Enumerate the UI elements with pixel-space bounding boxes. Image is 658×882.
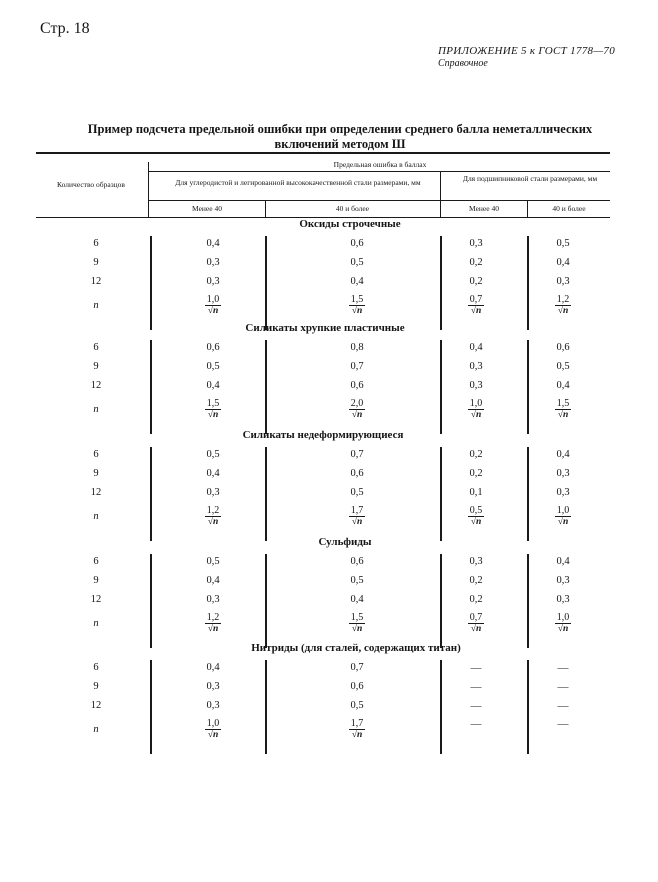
- col-sample-count-header: Количество образцов: [57, 180, 125, 189]
- row-label: 12: [90, 594, 102, 605]
- formula-numerator: 1,5: [350, 294, 364, 305]
- formula-denominator: √n: [351, 306, 363, 316]
- formula-numerator: 1,0: [469, 398, 483, 409]
- table-cell: 0,3: [469, 238, 483, 249]
- formula-cell: —: [470, 718, 482, 730]
- table-cell: —: [557, 681, 569, 693]
- table-cell: 0,7: [350, 361, 364, 372]
- col-error-header: Предельная ошибка в баллах: [333, 160, 427, 169]
- row-label: 9: [93, 361, 99, 372]
- table-cell: 0,5: [206, 361, 220, 372]
- formula-cell: [523, 294, 603, 317]
- table-cell: 0,3: [556, 575, 570, 586]
- table-cell: 0,5: [350, 575, 364, 586]
- row-label: 12: [90, 276, 102, 287]
- table-cell: 0,5: [350, 487, 364, 498]
- formula-row-label: n: [93, 511, 99, 522]
- formula-row-label: n: [93, 724, 99, 735]
- formula-row-label: n: [93, 404, 99, 415]
- column-divider: [265, 660, 267, 754]
- table-title: [60, 122, 620, 152]
- formula-denominator: √n: [470, 410, 482, 420]
- table-cell: 0,4: [469, 342, 483, 353]
- table-cell: 0,3: [556, 276, 570, 287]
- table-cell: —: [470, 681, 482, 693]
- table-cell: 0,3: [206, 487, 220, 498]
- table-cell: 0,3: [469, 380, 483, 391]
- page-number: Стр. 18: [40, 20, 90, 37]
- formula-cell: [173, 505, 253, 528]
- formula-numerator: 1,0: [556, 505, 570, 516]
- table-cell: 0,3: [556, 468, 570, 479]
- table-cell: 0,3: [556, 594, 570, 605]
- appendix-title: ПРИЛОЖЕНИЕ 5 к ГОСТ 1778—70: [438, 45, 616, 57]
- table-cell: —: [470, 662, 482, 674]
- section-title: Силикаты недеформирующиеся: [242, 429, 404, 441]
- formula-cell: [317, 294, 397, 317]
- table-cell: 0,5: [556, 361, 570, 372]
- formula-cell: [173, 398, 253, 421]
- column-divider: [265, 340, 267, 434]
- section-title: Оксиды строчечные: [299, 218, 401, 230]
- table-cell: 0,4: [206, 238, 220, 249]
- table-cell: 0,4: [206, 468, 220, 479]
- formula-cell: [173, 294, 253, 317]
- table-cell: 0,4: [556, 556, 570, 567]
- formula-cell: [436, 505, 516, 528]
- table-cell: 0,4: [206, 380, 220, 391]
- table-cell: 0,4: [206, 662, 220, 673]
- formula-numerator: 1,2: [206, 505, 220, 516]
- table-cell: 0,4: [556, 380, 570, 391]
- column-divider: [150, 340, 152, 434]
- table-cell: 0,4: [206, 575, 220, 586]
- subcol-header-3: Менее 40: [469, 204, 499, 213]
- table-title-line-2: включений методом Ш: [274, 137, 406, 151]
- formula-numerator: 0,7: [469, 294, 483, 305]
- formula-cell: [523, 612, 603, 635]
- formula-numerator: 1,0: [206, 718, 220, 729]
- subcol-header-4: 40 и более: [552, 204, 586, 213]
- formula-numerator: 0,7: [469, 612, 483, 623]
- subcol-header-1: Менее 40: [192, 204, 222, 213]
- column-divider: [150, 236, 152, 330]
- formula-denominator: √n: [207, 306, 219, 316]
- error-header-rule: [148, 171, 610, 172]
- table-cell: 0,5: [556, 238, 570, 249]
- formula-numerator: 1,2: [556, 294, 570, 305]
- formula-cell: [436, 294, 516, 317]
- table-cell: 0,6: [350, 681, 364, 692]
- section-title: Сульфиды: [318, 536, 372, 548]
- table-cell: 0,2: [469, 276, 483, 287]
- table-title-line-1: Пример подсчета предельной ошибки при определении среднего балла неметаллических: [87, 122, 593, 136]
- formula-denominator: √n: [470, 306, 482, 316]
- formula-cell: [436, 612, 516, 635]
- table-cell: 0,6: [350, 238, 364, 249]
- formula-denominator: √n: [557, 517, 569, 527]
- formula-cell: [173, 718, 253, 741]
- row-label: 9: [93, 681, 99, 692]
- row-label: 12: [90, 700, 102, 711]
- row-label: 6: [93, 342, 99, 353]
- table-cell: 0,3: [206, 257, 220, 268]
- table-cell: 0,3: [469, 361, 483, 372]
- table-cell: 0,2: [469, 468, 483, 479]
- table-cell: 0,3: [206, 700, 220, 711]
- formula-denominator: √n: [557, 410, 569, 420]
- row-label: 12: [90, 380, 102, 391]
- formula-numerator: 1,7: [350, 505, 364, 516]
- table-cell: 0,4: [556, 449, 570, 460]
- table-cell: 0,7: [350, 662, 364, 673]
- formula-numerator: 1,5: [206, 398, 220, 409]
- section-title: Нитриды (для сталей, содержащих титан): [251, 642, 461, 654]
- row-label: 9: [93, 257, 99, 268]
- formula-denominator: √n: [207, 730, 219, 740]
- formula-denominator: √n: [557, 624, 569, 634]
- column-divider: [150, 554, 152, 648]
- table-cell: 0,3: [469, 556, 483, 567]
- formula-cell: [523, 398, 603, 421]
- row-label: 6: [93, 449, 99, 460]
- formula-denominator: √n: [351, 410, 363, 420]
- subcol-header-2: 40 и более: [335, 204, 370, 213]
- formula-denominator: √n: [207, 624, 219, 634]
- table-cell: 0,3: [556, 487, 570, 498]
- table-cell: —: [470, 700, 482, 712]
- table-cell: 0,2: [469, 594, 483, 605]
- formula-cell: [436, 398, 516, 421]
- table-cell: 0,6: [350, 556, 364, 567]
- formula-cell: [173, 612, 253, 635]
- table-cell: 0,5: [206, 449, 220, 460]
- formula-numerator: 0,5: [469, 505, 483, 516]
- table-cell: 0,5: [206, 556, 220, 567]
- row-label: 6: [93, 556, 99, 567]
- table-cell: —: [557, 662, 569, 674]
- column-divider: [150, 660, 152, 754]
- formula-row-label: n: [93, 300, 99, 311]
- formula-denominator: √n: [351, 624, 363, 634]
- table-cell: 0,6: [350, 468, 364, 479]
- row-label: 6: [93, 662, 99, 673]
- formula-denominator: √n: [470, 517, 482, 527]
- table-cell: 0,7: [350, 449, 364, 460]
- column-divider: [265, 554, 267, 648]
- formula-cell: —: [557, 718, 569, 730]
- formula-numerator: 1,7: [350, 718, 364, 729]
- table-cell: 0,8: [350, 342, 364, 353]
- table-cell: 0,5: [350, 700, 364, 711]
- appendix-note: Справочное: [438, 58, 488, 69]
- table-cell: 0,3: [206, 681, 220, 692]
- formula-numerator: 1,0: [556, 612, 570, 623]
- table-cell: 0,3: [206, 594, 220, 605]
- table-cell: 0,6: [350, 380, 364, 391]
- formula-denominator: √n: [470, 624, 482, 634]
- formula-numerator: 1,2: [206, 612, 220, 623]
- table-cell: 0,6: [556, 342, 570, 353]
- subcol-rule: [148, 200, 610, 201]
- table-cell: 0,6: [206, 342, 220, 353]
- formula-row-label: n: [93, 618, 99, 629]
- formula-numerator: 1,0: [206, 294, 220, 305]
- group-bearing-header: Для подшипниковой стали размерами, мм: [462, 174, 598, 183]
- formula-numerator: 2,0: [350, 398, 364, 409]
- formula-numerator: 1,5: [556, 398, 570, 409]
- formula-denominator: √n: [207, 410, 219, 420]
- table-cell: 0,4: [350, 276, 364, 287]
- table-cell: 0,5: [350, 257, 364, 268]
- column-divider: [265, 236, 267, 330]
- table-cell: 0,1: [469, 487, 483, 498]
- table-cell: —: [557, 700, 569, 712]
- formula-denominator: √n: [207, 517, 219, 527]
- formula-denominator: √n: [557, 306, 569, 316]
- table-cell: 0,3: [206, 276, 220, 287]
- row-label: 9: [93, 575, 99, 586]
- formula-cell: [317, 718, 397, 741]
- formula-cell: [317, 505, 397, 528]
- formula-cell: [523, 505, 603, 528]
- table-cell: 0,2: [469, 449, 483, 460]
- formula-cell: [317, 612, 397, 635]
- formula-numerator: 1,5: [350, 612, 364, 623]
- formula-denominator: √n: [351, 517, 363, 527]
- table-cell: 0,2: [469, 575, 483, 586]
- group-carbon-header: Для углеродистой и легированной высококачественной стали размерами, мм: [175, 178, 421, 187]
- section-title: Силикаты хрупкие пластичные: [245, 322, 405, 334]
- row-label: 12: [90, 487, 102, 498]
- table-top-rule: [36, 152, 610, 154]
- row-label: 9: [93, 468, 99, 479]
- formula-cell: [317, 398, 397, 421]
- table-cell: 0,4: [350, 594, 364, 605]
- table-cell: 0,4: [556, 257, 570, 268]
- column-divider: [265, 447, 267, 541]
- table-cell: 0,2: [469, 257, 483, 268]
- formula-denominator: √n: [351, 730, 363, 740]
- row-label: 6: [93, 238, 99, 249]
- column-divider: [150, 447, 152, 541]
